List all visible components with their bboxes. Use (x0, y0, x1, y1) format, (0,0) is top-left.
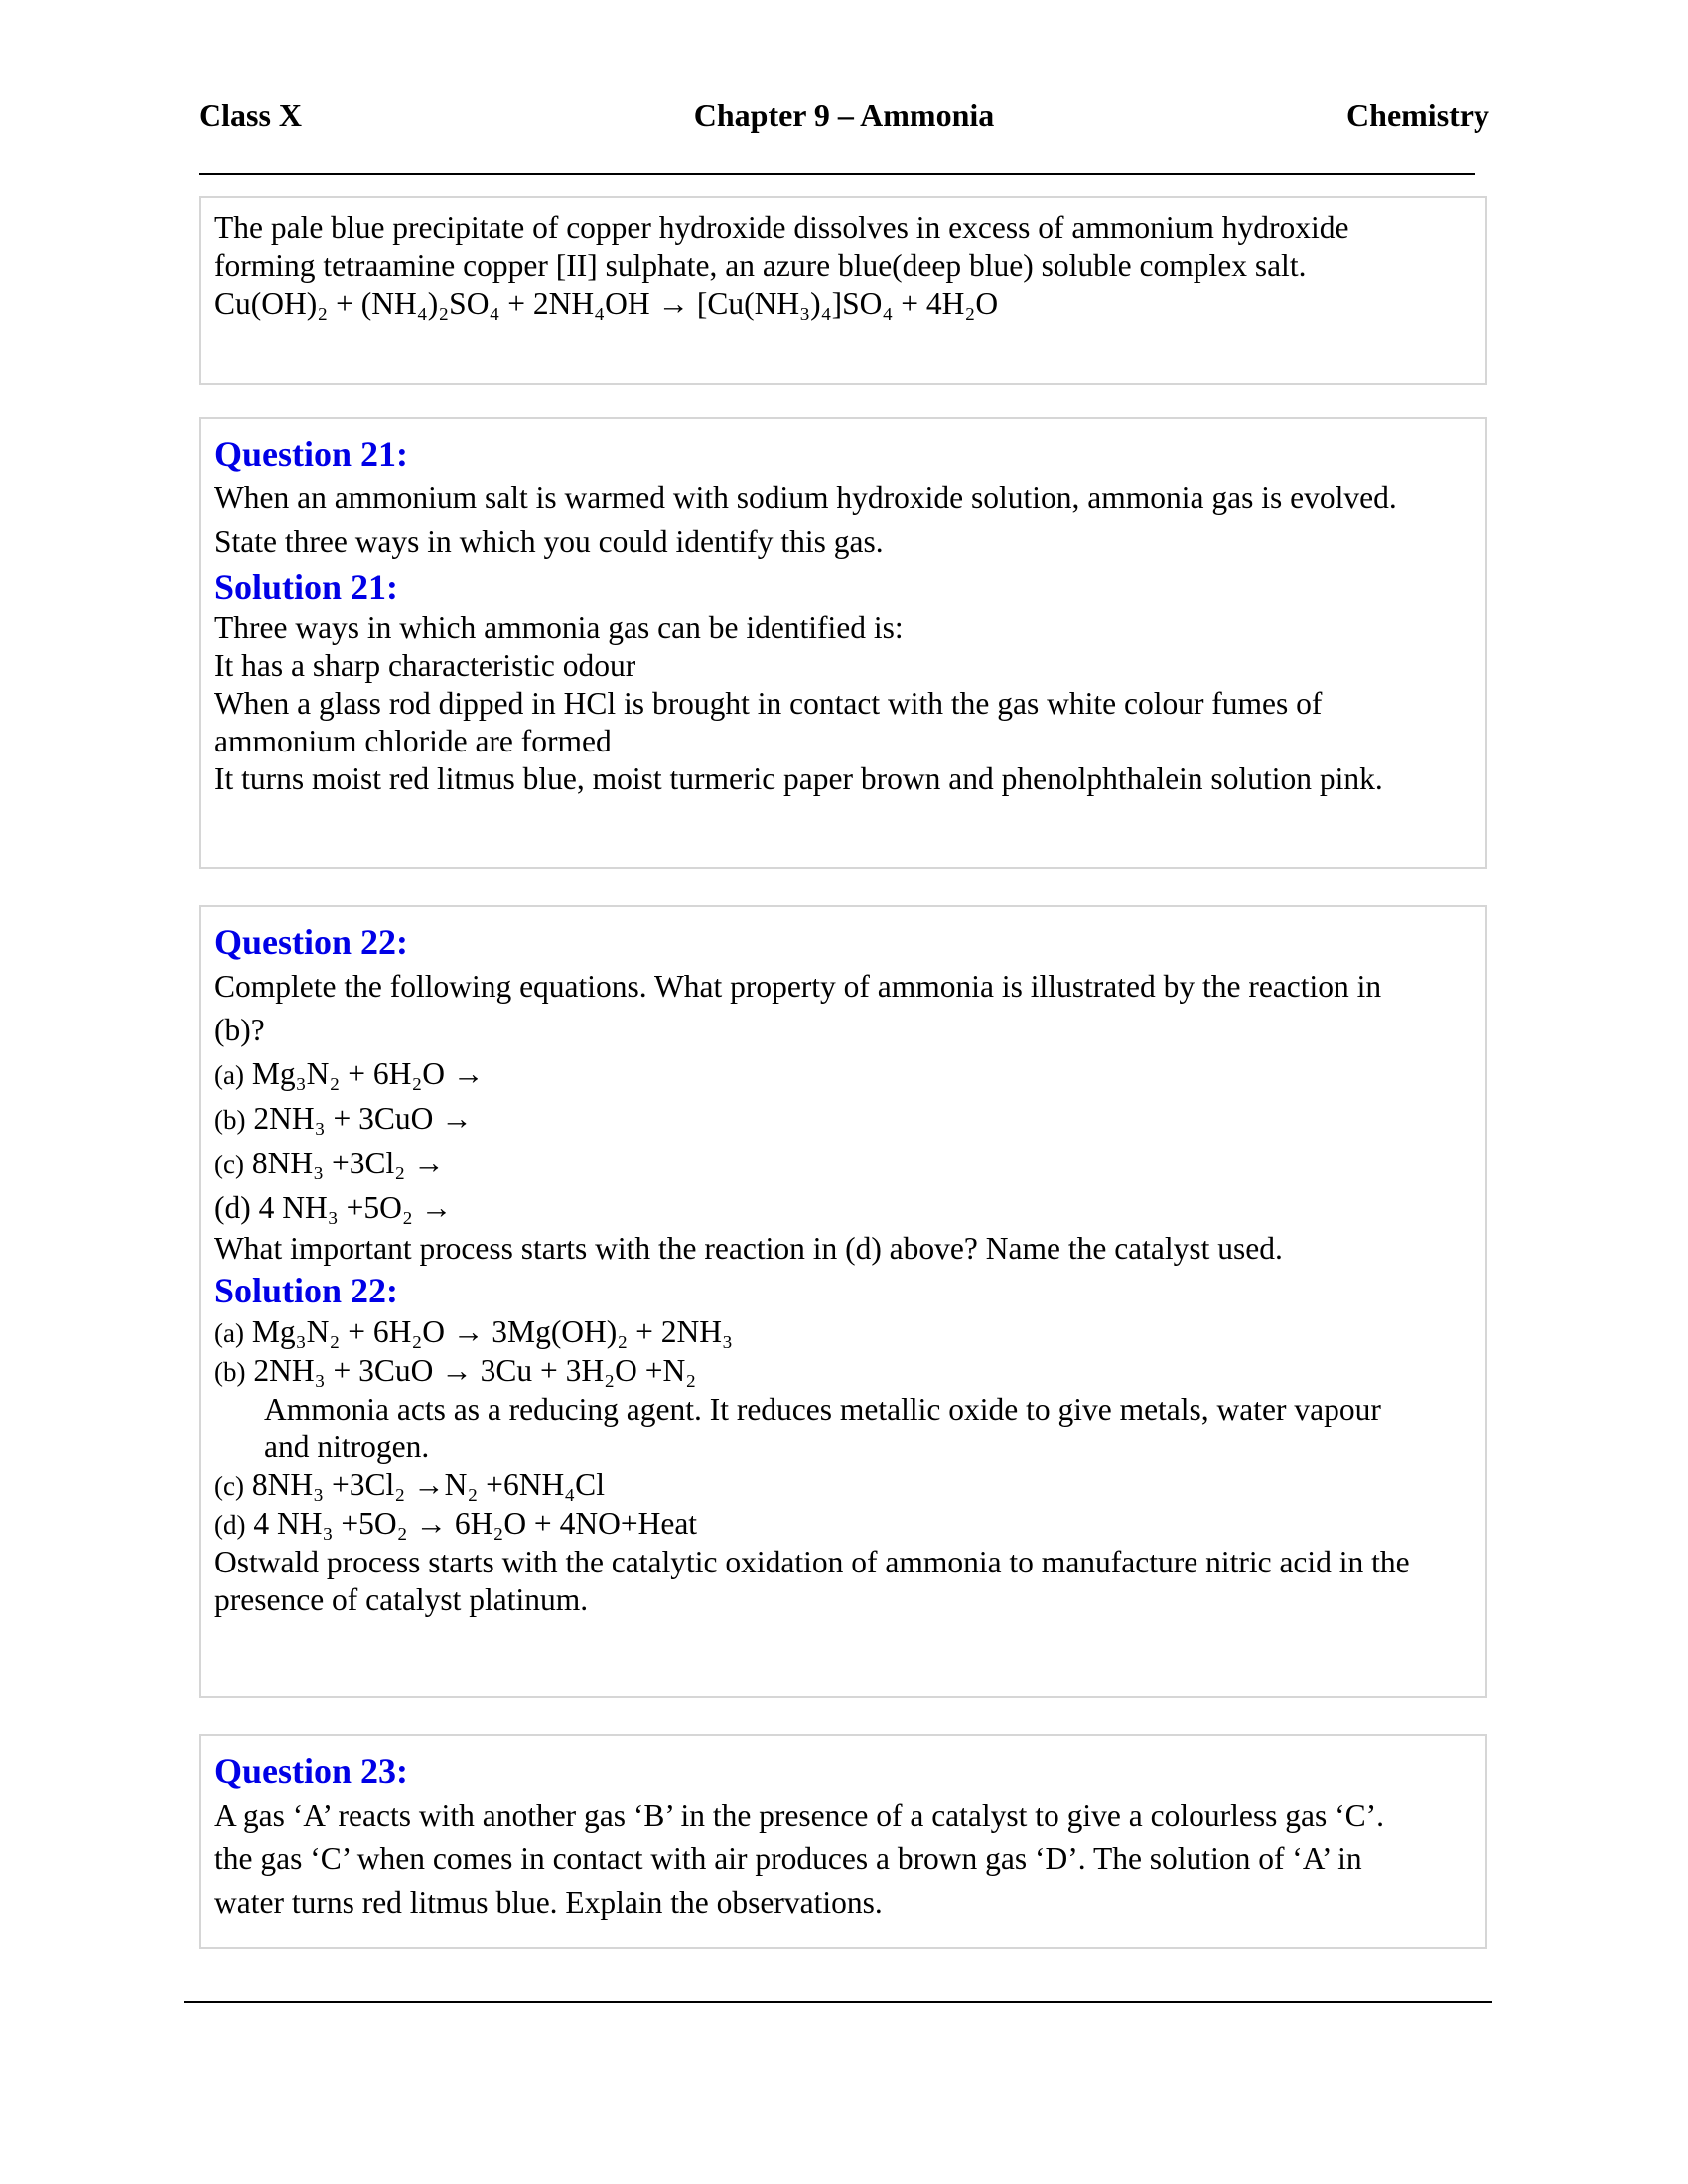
solution-22-answer-a (214, 1313, 1472, 1352)
question-23-text: water turns red litmus blue. Explain the observations. (214, 1885, 883, 1920)
header-subject: Chemistry (1346, 97, 1489, 133)
question-21-heading: Question 21: (214, 434, 409, 474)
part-equation: 2NH₃ + 3CuO → (253, 1101, 473, 1136)
question-22-text: Complete the following equations. What property of ammonia is illustrated by the reaction in (214, 969, 1382, 1004)
question-22-part-c (214, 1142, 1472, 1186)
solution-21-line: When a glass rod dipped in HCl is brought in contact with the gas white colour fumes of (214, 686, 1323, 721)
solution-21-line: It has a sharp characteristic odour (214, 648, 636, 683)
part-equation: 8NH₃ +3Cl₂ → (251, 1146, 445, 1180)
answer-label: (a) (214, 1318, 244, 1348)
solution-22-answer-c (214, 1466, 1472, 1505)
question-22-part-b (214, 1097, 1472, 1142)
question-23-text: the gas ‘C’ when comes in contact with air produces a brown gas ‘D’. The solution of ‘A’ in (214, 1842, 1362, 1876)
question-21-box (199, 417, 1487, 869)
page-header (199, 97, 1489, 147)
intro-line: The pale blue precipitate of copper hydroxide dissolves in excess of ammonium hydroxide (214, 210, 1349, 245)
solution-21-line: ammonium chloride are formed (214, 724, 612, 758)
answer-equation: 2NH₃ + 3CuO → 3Cu + 3H₂O +N₂ (253, 1353, 697, 1388)
solution-21-line: Three ways in which ammonia gas can be identified is: (214, 611, 904, 645)
solution-22-answer-d (214, 1505, 1472, 1544)
part-equation: 4 NH₃ +5O₂ → (258, 1190, 453, 1225)
question-21-text: When an ammonium salt is warmed with sodium hydroxide solution, ammonia gas is evolved. (214, 480, 1397, 515)
part-label: (d) (214, 1190, 251, 1225)
solution-22-answer-b (214, 1352, 1472, 1391)
answer-label: (c) (214, 1471, 244, 1501)
part-label: (c) (214, 1150, 244, 1179)
intro-equation: Cu(OH)₂ + (NH₄)₂SO₄ + 2NH₄OH → [Cu(NH₃)₄]SO₄ + 4H₂O (214, 286, 999, 321)
answer-equation: Mg₃N₂ + 6H₂O → 3Mg(OH)₂ + 2NH₃ (251, 1314, 734, 1349)
question-23-heading: Question 23: (214, 1751, 409, 1791)
solution-22-conclusion: Ostwald process starts with the catalytic oxidation of ammonia to manufacture nitric acid in the (214, 1545, 1410, 1579)
header-chapter: Chapter 9 – Ammonia (693, 97, 995, 133)
part-equation: Mg₃N₂ + 6H₂O → (251, 1056, 485, 1091)
solution-22-note: Ammonia acts as a reducing agent. It reduces metallic oxide to give metals, water vapour (264, 1392, 1381, 1427)
part-label: (b) (214, 1105, 246, 1135)
header-class: Class X (199, 97, 303, 133)
question-21-text: State three ways in which you could identify this gas. (214, 524, 884, 559)
solution-21-line: It turns moist red litmus blue, moist turmeric paper brown and phenolphthalein solution pink. (214, 761, 1383, 796)
question-22-box (199, 905, 1487, 1698)
answer-equation: 8NH₃ +3Cl₂ →N₂ +6NH₄Cl (251, 1467, 605, 1502)
part-label: (a) (214, 1060, 244, 1090)
answer-equation: 4 NH₃ +5O₂ → 6H₂O + 4NO+Heat (253, 1506, 698, 1541)
question-23-text: A gas ‘A’ reacts with another gas ‘B’ in the presence of a catalyst to give a colourless gas ‘C’. (214, 1798, 1384, 1833)
question-22-text: (b)? (214, 1013, 265, 1047)
question-22-part-d (214, 1186, 1472, 1230)
answer-label: (b) (214, 1357, 246, 1387)
answer-label: (d) (214, 1510, 246, 1540)
question-23-box (199, 1734, 1487, 1949)
solution-22-heading: Solution 22: (214, 1271, 399, 1310)
solution-21-heading: Solution 21: (214, 567, 399, 607)
question-22-text: What important process starts with the reaction in (d) above? Name the catalyst used. (214, 1231, 1283, 1266)
intro-line: forming tetraamine copper [II] sulphate, an azure blue(deep blue) soluble complex salt. (214, 248, 1307, 283)
solution-22-note: and nitrogen. (264, 1430, 430, 1464)
question-22-part-a (214, 1052, 1472, 1097)
intro-box (199, 196, 1487, 385)
footer-divider (184, 2001, 1492, 2003)
header-divider (199, 173, 1475, 175)
question-22-heading: Question 22: (214, 922, 409, 962)
solution-22-conclusion: presence of catalyst platinum. (214, 1582, 589, 1617)
